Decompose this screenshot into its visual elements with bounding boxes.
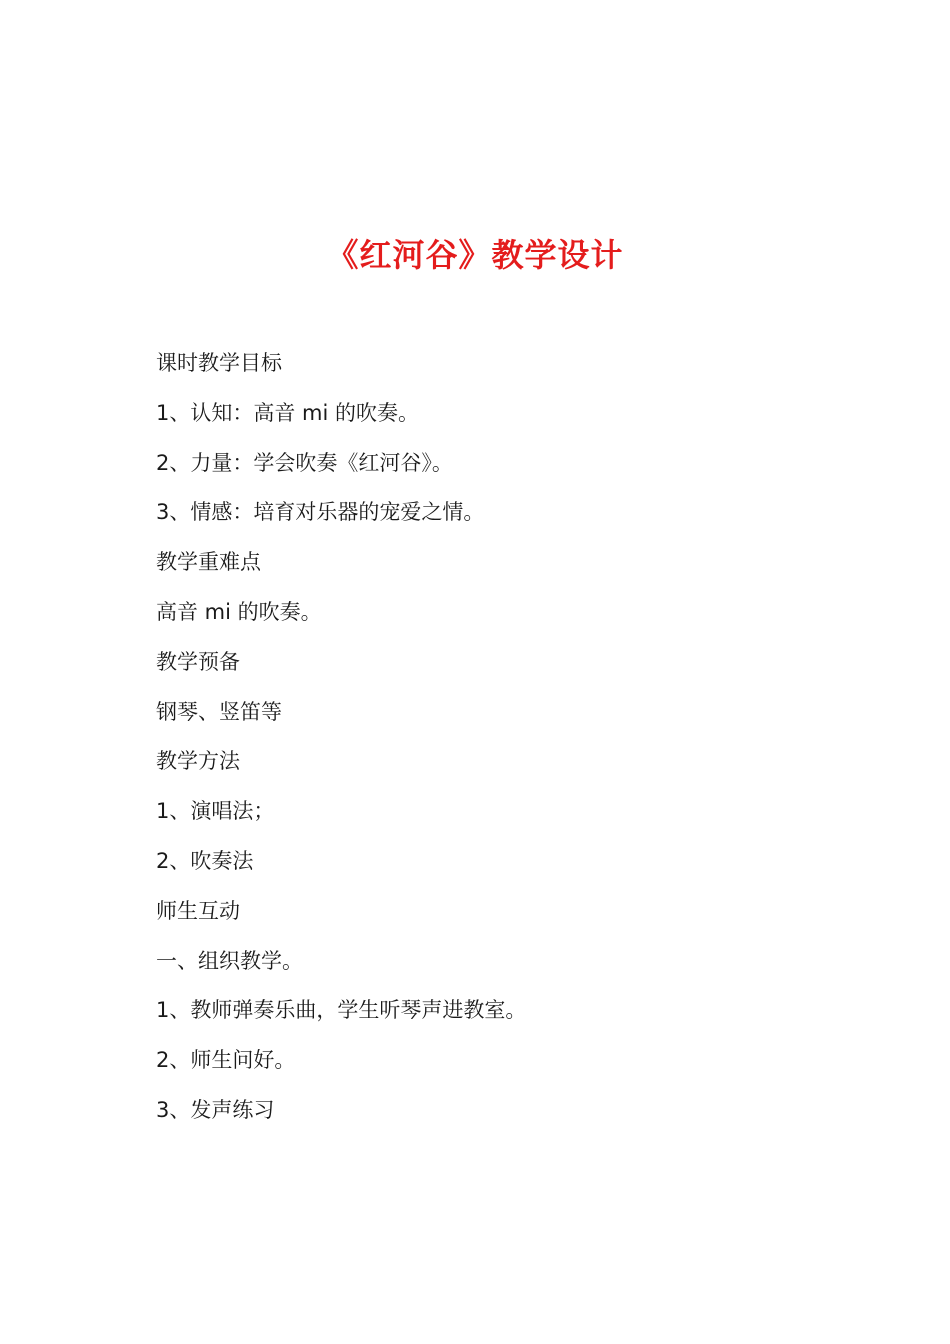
section-heading-key-points: 教学重难点	[156, 550, 261, 575]
step-line-3: 3、发声练习	[156, 1097, 275, 1122]
objective-line-skill: 2、力量：学会吹奏《红河谷》。	[156, 450, 453, 475]
section-heading-preparation: 教学预备	[156, 649, 240, 674]
section-heading-methods: 教学方法	[156, 749, 240, 774]
objective-line-cognitive: 1、认知：高音 mi 的吹奏。	[156, 400, 420, 425]
step-line-2: 2、师生问好。	[156, 1048, 296, 1073]
method-line-playing: 2、吹奏法	[156, 848, 254, 873]
key-point-line: 高音 mi 的吹奏。	[156, 599, 322, 624]
document-body	[156, 339, 856, 1136]
preparation-line: 钢琴、竖笛等	[156, 699, 282, 724]
document-title: 《红河谷》教学设计	[326, 236, 624, 275]
section-heading-interaction: 师生互动	[156, 898, 240, 923]
objective-line-emotion: 3、情感：培育对乐器的宠爱之情。	[156, 500, 485, 525]
method-line-singing: 1、演唱法；	[156, 799, 275, 824]
step-heading-organize: 一、组织教学。	[156, 948, 303, 973]
section-heading-objectives: 课时教学目标	[156, 351, 282, 375]
step-line-1: 1、教师弹奏乐曲，学生听琴声进教室。	[156, 998, 527, 1023]
